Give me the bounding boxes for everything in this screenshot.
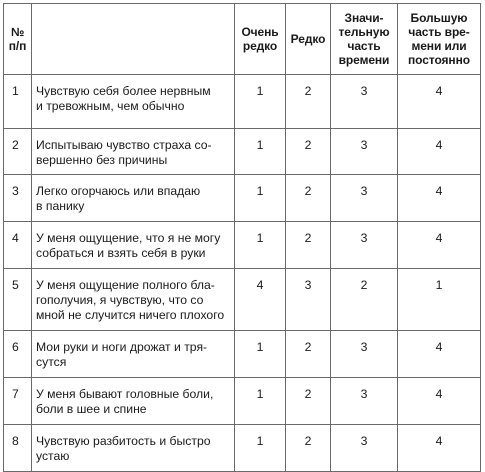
row-number: 3 xyxy=(4,175,32,222)
score-very-rarely: 1 xyxy=(235,378,286,425)
table-row xyxy=(4,269,481,331)
score-very-rarely: 1 xyxy=(235,175,286,222)
score-most-time: 4 xyxy=(398,425,481,472)
row-statement: Чувствую разбитость и быстро устаю xyxy=(32,425,235,472)
table-row xyxy=(4,331,481,378)
score-significant-time: 3 xyxy=(331,129,398,175)
row-statement: У меня ощущение полного бла- гополучия, я чувствую, что со мной не случится ничего плохого xyxy=(32,269,235,331)
row-number: 5 xyxy=(4,269,32,331)
header-statement xyxy=(32,4,235,75)
header-number: № п/п xyxy=(4,4,32,75)
table-row xyxy=(4,75,481,129)
score-most-time: 4 xyxy=(398,331,481,378)
score-most-time: 4 xyxy=(398,222,481,269)
score-most-time: 4 xyxy=(398,129,481,175)
score-significant-time: 3 xyxy=(331,222,398,269)
header-most-time: Большую часть вре- мени или постоянно xyxy=(398,4,481,75)
score-most-time: 4 xyxy=(398,378,481,425)
table-row xyxy=(4,175,481,222)
score-very-rarely: 4 xyxy=(235,269,286,331)
score-rarely: 3 xyxy=(286,269,331,331)
score-most-time: 1 xyxy=(398,269,481,331)
score-significant-time: 3 xyxy=(331,75,398,129)
score-significant-time: 3 xyxy=(331,331,398,378)
header-significant-time: Значи- тельную часть времени xyxy=(331,4,398,75)
row-statement: Мои руки и ноги дрожат и тря- сутся xyxy=(32,331,235,378)
table-row xyxy=(4,222,481,269)
row-statement: Чувствую себя более нервным и тревожным, чем обычно xyxy=(32,75,235,129)
score-rarely: 2 xyxy=(286,425,331,472)
row-number: 1 xyxy=(4,75,32,129)
score-significant-time: 3 xyxy=(331,378,398,425)
row-statement: Легко огорчаюсь или впадаю в панику xyxy=(32,175,235,222)
table-row xyxy=(4,378,481,425)
row-number: 7 xyxy=(4,378,32,425)
score-significant-time: 3 xyxy=(331,425,398,472)
row-statement: У меня бывают головные боли, боли в шее и спине xyxy=(32,378,235,425)
score-very-rarely: 1 xyxy=(235,75,286,129)
score-very-rarely: 1 xyxy=(235,222,286,269)
score-rarely: 2 xyxy=(286,75,331,129)
score-rarely: 2 xyxy=(286,175,331,222)
score-significant-time: 3 xyxy=(331,175,398,222)
table-row xyxy=(4,129,481,175)
row-number: 4 xyxy=(4,222,32,269)
row-statement: Испытываю чувство страха со- вершенно без причины xyxy=(32,129,235,175)
survey-table xyxy=(3,3,481,472)
score-most-time: 4 xyxy=(398,175,481,222)
row-statement: У меня ощущение, что я не могу собраться и взять себя в руки xyxy=(32,222,235,269)
header-very-rarely: Очень редко xyxy=(235,4,286,75)
row-number: 6 xyxy=(4,331,32,378)
score-very-rarely: 1 xyxy=(235,129,286,175)
header-row xyxy=(4,4,481,75)
row-number: 2 xyxy=(4,129,32,175)
table-row xyxy=(4,425,481,472)
score-rarely: 2 xyxy=(286,378,331,425)
score-most-time: 4 xyxy=(398,75,481,129)
score-very-rarely: 1 xyxy=(235,331,286,378)
row-number: 8 xyxy=(4,425,32,472)
score-very-rarely: 1 xyxy=(235,425,286,472)
score-rarely: 2 xyxy=(286,129,331,175)
score-rarely: 2 xyxy=(286,222,331,269)
score-rarely: 2 xyxy=(286,331,331,378)
score-significant-time: 2 xyxy=(331,269,398,331)
header-rarely: Редко xyxy=(286,4,331,75)
